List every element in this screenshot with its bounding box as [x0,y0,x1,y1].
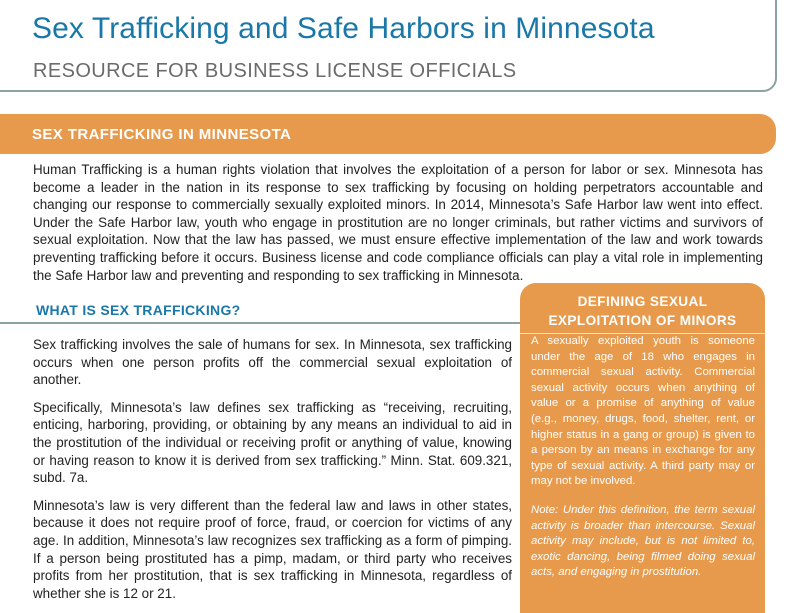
page-subtitle: RESOURCE FOR BUSINESS LICENSE OFFICIALS [33,60,517,82]
body-paragraph: Minnesota’s law is very different than the federal law and laws in other states, because it does not require proof of force, fraud, or coercion for victims of any age. In addition, Minnesota’s law recognizes sex trafficking as a form of pimping. If a person being prostituted has a pimp, madam, or third party who receives profits from her prostitution, that is sex trafficking in Minnesota, regardless of whether she is 12 or 21. [33,497,512,601]
heading-divider [0,322,526,324]
definition-sidebar [520,283,765,613]
sidebar-body: A sexually exploited youth is someone under the age of 18 who engages in commercial sexual activity. Commercial sexual activity occurs when anything of value or a promise of anything of value (e.g., money, drugs, food, shelter, rent, or higher status in a gang or group) is given to a person by an means in exchange for any type of sexual activity. A third party may or may not be involved. [531,335,755,488]
page-title: Sex Trafficking and Safe Harbors in Minnesota [32,12,655,45]
body-paragraph: Specifically, Minnesota’s law defines sex trafficking as “receiving, recruiting, enticing, harboring, providing, or obtaining by any means an individual to aid in the prostitution of the individual or receiving profit or anything of value, knowing or having reason to know it is derived from sex trafficking.” Minn. Stat. 609.321, subd. 7a. [33,399,512,486]
main-column [33,336,512,612]
sidebar-note: Note: Under this definition, the term sexual activity is broader than intercourse. Sexual activity may include, but is not limited to, exotic dancing, being filmed doing sexual acts, and engaging in prostitution. [531,504,755,579]
body-paragraph: Sex trafficking involves the sale of humans for sex. In Minnesota, sex trafficking occurs when one person profits off the commercial sexual exploitation of another. [33,337,512,388]
sidebar-title [520,292,765,330]
intro-paragraph: Human Trafficking is a human rights violation that involves the exploitation of a person for labor or sex. Minnesota has become a leader in the nation in its response to sex trafficking by focusing on holding perpetrators accountable and changing our response to commercially sexually exploited minors. In 2014, Minnesota’s Safe Harbor law went into effect. Under the Safe Harbor law, youth who engage in prostitution are no longer criminals, but rather victims and survivors of sexual exploitation. Now that the law has passed, we must ensure effective implementation of the law and work towards preventing trafficking before it occurs. Business license and code compliance officials can play a vital role in implementing the Safe Harbor law and preventing and responding to sex trafficking in Minnesota. [33,162,763,283]
section-title: SEX TRAFFICKING IN MINNESOTA [32,126,292,143]
sidebar-title-line: DEFINING SEXUAL [577,294,708,309]
section-banner [0,114,776,154]
what-is-heading: WHAT IS SEX TRAFFICKING? [36,302,241,318]
sidebar-title-line: EXPLOITATION OF MINORS [548,313,737,328]
